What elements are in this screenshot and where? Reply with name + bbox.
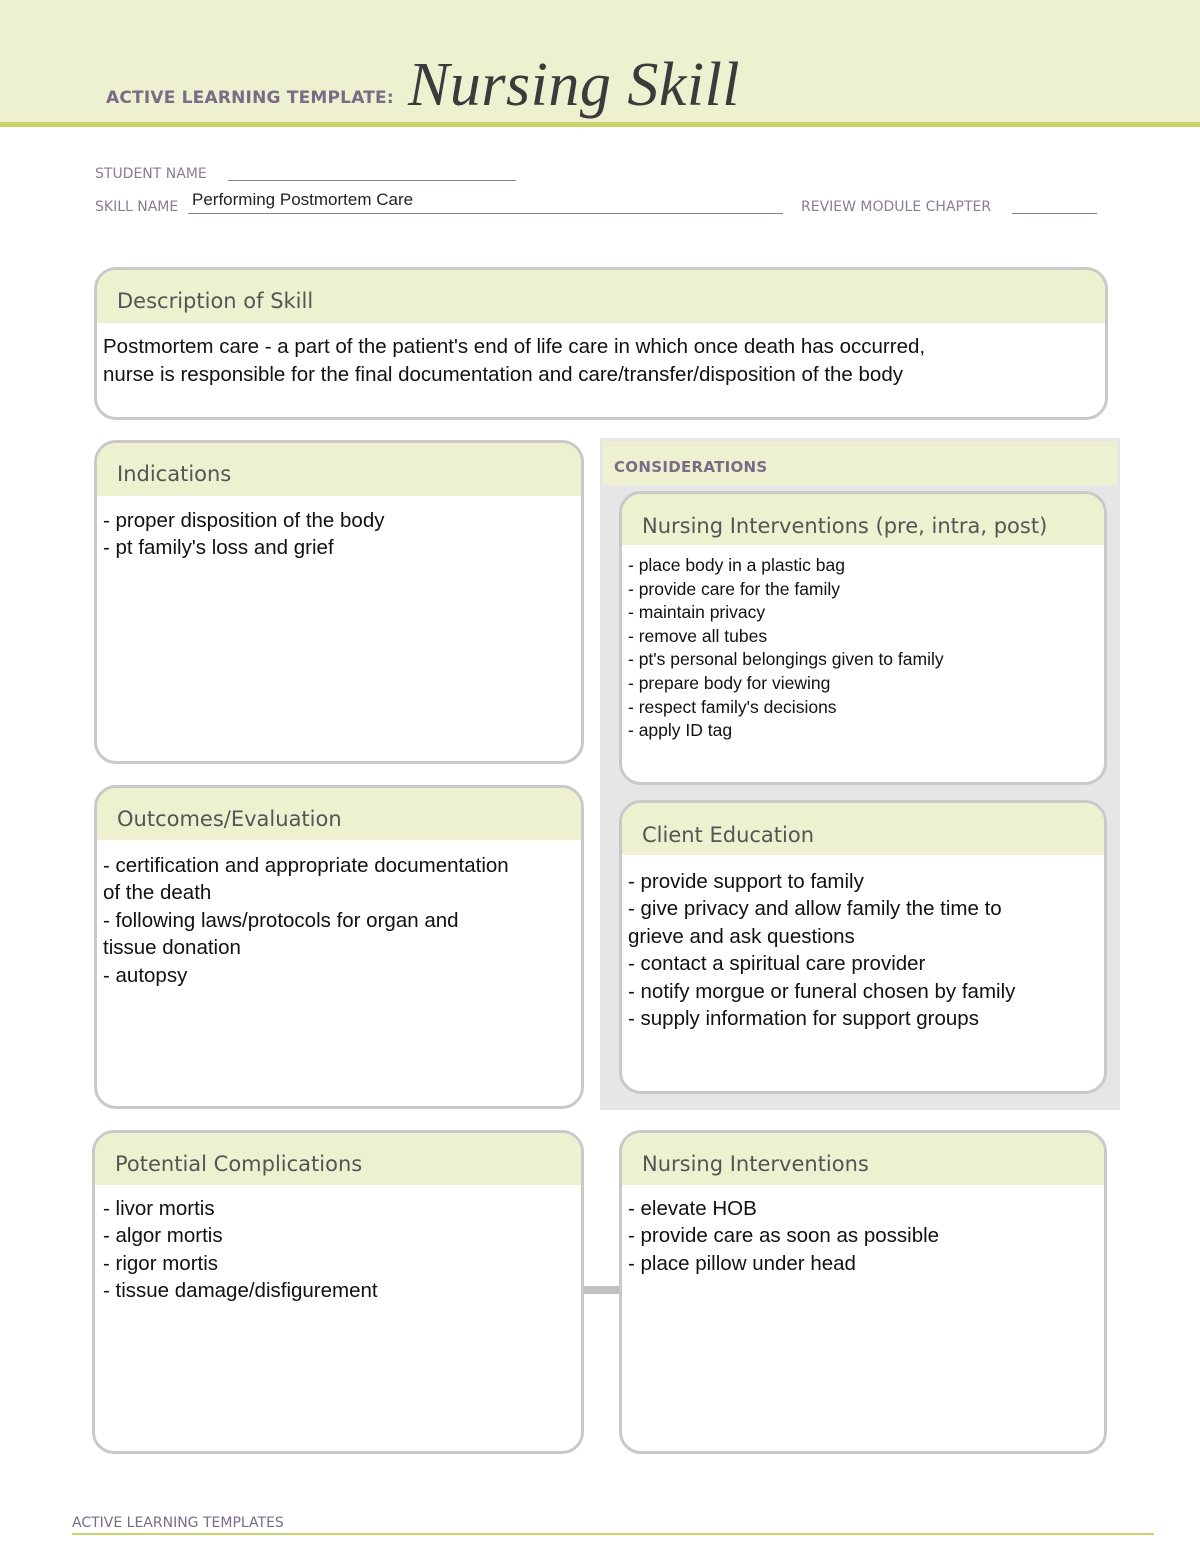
list-item: - autopsy [103, 963, 188, 987]
student-name-line [228, 180, 516, 181]
description-line: nurse is responsible for the final documentation and care/transfer/disposition of the body [103, 363, 903, 386]
list-item: - pt's personal belongings given to family [628, 649, 944, 670]
list-item: - give privacy and allow family the time to [628, 897, 1002, 921]
description-box [94, 267, 1108, 420]
description-heading: Description of Skill [97, 270, 1105, 323]
outcomes-heading: Outcomes/Evaluation [97, 788, 581, 840]
header-rule [0, 122, 1200, 127]
list-item: - prepare body for viewing [628, 672, 831, 693]
complications-text[interactable] [95, 1185, 581, 1305]
list-item: - place body in a plastic bag [628, 555, 845, 575]
footer-rule [72, 1533, 1154, 1535]
review-module-label: REVIEW MODULE CHAPTER [801, 199, 992, 215]
considerations-label: CONSIDERATIONS [614, 458, 768, 476]
outcomes-text[interactable] [97, 840, 581, 989]
nursing-interventions-heading: Nursing Interventions [622, 1133, 1104, 1185]
description-text[interactable] [97, 323, 1105, 389]
list-item: - apply ID tag [628, 720, 733, 741]
skill-name-field[interactable]: Performing Postmortem Care [192, 190, 414, 209]
list-item: - provide care as soon as possible [628, 1224, 940, 1248]
client-education-text[interactable] [622, 855, 1104, 1032]
box-connector [583, 1286, 619, 1294]
list-item: - contact a spiritual care provider [628, 952, 926, 976]
list-item: - provide support to family [628, 870, 864, 893]
review-module-line [1012, 213, 1097, 214]
complications-box [92, 1130, 584, 1454]
indications-text[interactable] [97, 496, 581, 561]
nursing-interventions-pre-text[interactable] [622, 545, 1104, 743]
list-item: - proper disposition of the body [103, 509, 385, 532]
nursing-interventions-pre-heading: Nursing Interventions (pre, intra, post) [622, 494, 1104, 545]
list-item: - provide care for the family [628, 578, 841, 599]
list-item: grieve and ask questions [628, 924, 855, 948]
list-item: - pt family's loss and grief [103, 536, 334, 559]
list-item: tissue donation [103, 936, 241, 960]
list-item: - remove all tubes [628, 625, 768, 646]
footer-label: ACTIVE LEARNING TEMPLATES [72, 1515, 284, 1531]
outcomes-box [94, 785, 584, 1109]
list-item: - livor mortis [103, 1197, 215, 1220]
client-education-heading: Client Education [622, 803, 1104, 855]
list-item: - following laws/protocols for organ and [103, 908, 459, 932]
skill-name-label: SKILL NAME [95, 199, 179, 215]
description-line: Postmortem care - a part of the patient's end of life care in which once death has occurred, [103, 335, 926, 358]
page-title: Nursing Skill [408, 51, 741, 119]
list-item: - tissue damage/disfigurement [103, 1279, 378, 1303]
list-item: - elevate HOB [628, 1197, 757, 1220]
nursing-interventions-pre-box [619, 491, 1107, 785]
complications-heading: Potential Complications [95, 1133, 581, 1185]
list-item: - algor mortis [103, 1224, 223, 1248]
indications-heading: Indications [97, 443, 581, 496]
indications-box [94, 440, 584, 764]
nursing-interventions-box [619, 1130, 1107, 1454]
list-item: - respect family's decisions [628, 696, 837, 717]
list-item: - supply information for support groups [628, 1007, 979, 1031]
template-label: ACTIVE LEARNING TEMPLATE: [106, 88, 394, 108]
list-item: - notify morgue or funeral chosen by family [628, 979, 1016, 1003]
student-name-label: STUDENT NAME [95, 166, 207, 182]
list-item: - rigor mortis [103, 1251, 219, 1275]
list-item: - maintain privacy [628, 602, 766, 623]
list-item: - certification and appropriate documentation [103, 854, 509, 877]
list-item: - place pillow under head [628, 1251, 856, 1275]
client-education-box [619, 800, 1107, 1094]
skill-name-line [188, 213, 783, 214]
nursing-interventions-text[interactable] [622, 1185, 1104, 1277]
list-item: of the death [103, 881, 212, 905]
